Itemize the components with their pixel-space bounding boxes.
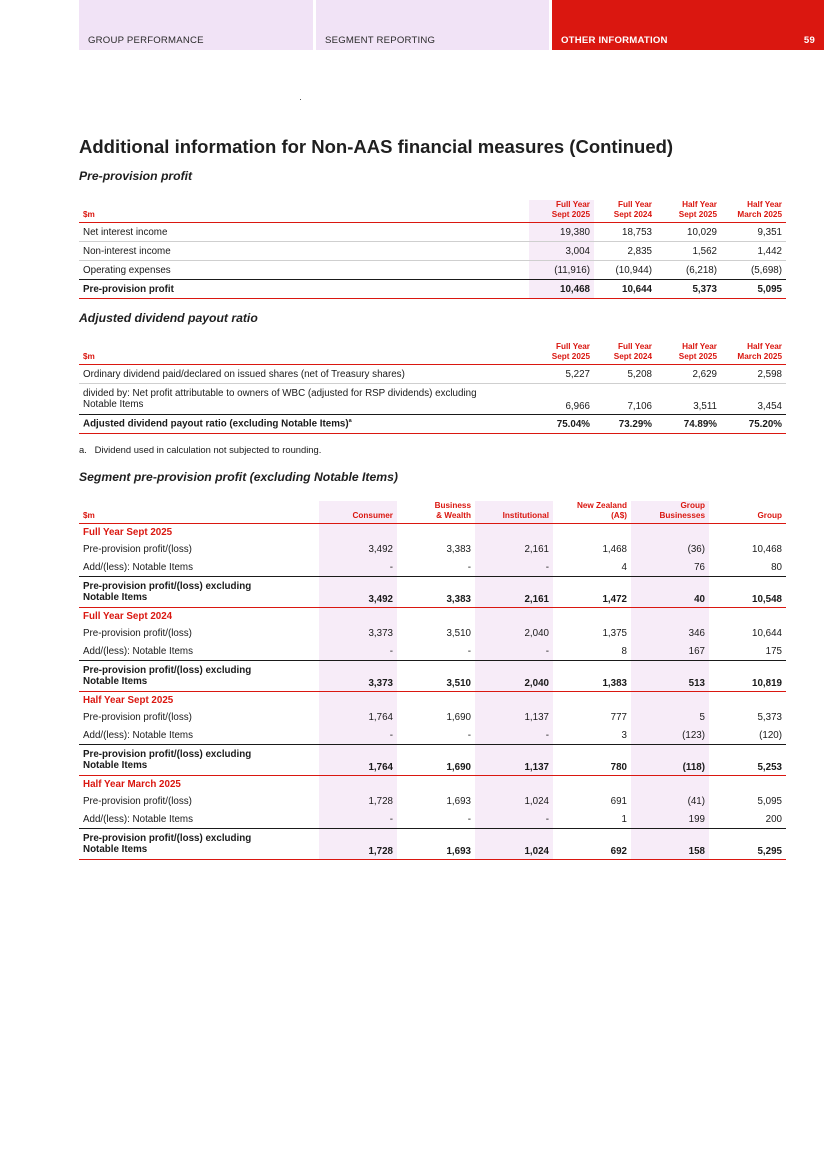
header-row	[79, 200, 786, 223]
cell-value: 1,137	[475, 708, 553, 726]
cell-value: 40	[631, 577, 709, 608]
page-number: 59	[803, 35, 815, 46]
cell-value: 199	[631, 810, 709, 829]
cell-value: 5,208	[594, 365, 656, 384]
cell-value: 5	[631, 708, 709, 726]
cell-value: 691	[610, 795, 627, 807]
decorative-dot	[300, 99, 301, 100]
row-label	[79, 415, 529, 434]
cell-value: 3,510	[397, 661, 475, 692]
header-row	[79, 501, 786, 524]
column-header: Consumer	[319, 501, 397, 524]
table-row	[79, 624, 786, 642]
column-header: Full Year Sept 2025	[529, 200, 594, 223]
group-heading: Half Year March 2025	[83, 778, 181, 790]
total-row	[79, 577, 786, 608]
cell-value: 73.29%	[594, 415, 656, 434]
table-row	[79, 558, 786, 577]
cell-value: 692	[553, 829, 631, 860]
row-label-line: Pre-provision profit/(loss) excluding	[83, 665, 252, 676]
empty-cell	[319, 692, 397, 709]
table-row	[79, 242, 786, 261]
row-label: Pre-provision profit/(loss)	[83, 543, 192, 555]
cell-value: 2,161	[475, 540, 553, 558]
ppp-table	[79, 200, 786, 299]
table-row	[79, 642, 786, 661]
group-heading-row	[79, 692, 786, 709]
cell-value: 7,106	[627, 401, 652, 412]
total-row	[79, 745, 786, 776]
cell-value: 75.04%	[529, 415, 594, 434]
cell-value: 1,024	[475, 792, 553, 810]
cell-value: 6,966	[565, 401, 590, 412]
tab-other-information[interactable]	[552, 0, 824, 50]
group-heading-row	[79, 608, 786, 625]
cell-value: 5,227	[529, 365, 594, 384]
empty-cell	[553, 692, 631, 709]
cell-value: 1,442	[721, 242, 786, 261]
header-row	[79, 342, 786, 365]
table-row	[79, 792, 786, 810]
cell-value: 3,511	[693, 401, 717, 412]
tab-label: OTHER INFORMATION	[561, 35, 668, 46]
cell-value: 74.89%	[656, 415, 721, 434]
cell-value: 5,095	[721, 280, 786, 299]
cell-value: 3	[621, 729, 627, 741]
empty-cell	[709, 524, 786, 541]
row-label-line: Pre-provision profit/(loss) excluding	[83, 749, 252, 760]
column-header: Half Year March 2025	[721, 200, 786, 223]
cell-value: 3,454	[757, 401, 782, 412]
cell-value: 76	[631, 558, 709, 577]
cell-value: 3,373	[319, 661, 397, 692]
row-label: Add/(less): Notable Items	[83, 729, 193, 741]
cell-value: 200	[765, 813, 782, 825]
group-heading: Full Year Sept 2024	[83, 610, 173, 622]
cell-value: 1,472	[553, 577, 631, 608]
empty-cell	[553, 776, 631, 793]
cell-value: (10,944)	[615, 264, 652, 276]
cell-value: 10,468	[529, 280, 594, 299]
cell-value: 2,161	[475, 577, 553, 608]
empty-cell	[553, 608, 631, 625]
cell-value: 1,764	[319, 745, 397, 776]
row-label: Add/(less): Notable Items	[83, 561, 193, 573]
table-row	[79, 810, 786, 829]
row-label: Operating expenses	[83, 264, 171, 276]
empty-cell	[397, 608, 475, 625]
cell-value: 780	[553, 745, 631, 776]
cell-value: 1,728	[319, 829, 397, 860]
column-header: Full Year Sept 2024	[594, 342, 656, 365]
table-row	[79, 540, 786, 558]
column-header: Half Year March 2025	[721, 342, 786, 365]
cell-value: 1,562	[656, 242, 721, 261]
cell-value: (120)	[759, 729, 782, 741]
row-label: Non-interest income	[79, 242, 529, 261]
section-heading-segment: Segment pre-provision profit (excluding Notable Items)	[79, 470, 398, 484]
cell-value: (5,698)	[750, 264, 782, 276]
segment-table	[79, 501, 786, 860]
cell-value: 75.20%	[721, 415, 786, 434]
tab-group-performance[interactable]	[79, 0, 313, 50]
cell-value: -	[467, 729, 471, 741]
cell-value: 4	[621, 561, 627, 573]
cell-value: 1,690	[397, 745, 475, 776]
cell-value: 2,629	[656, 365, 721, 384]
cell-value: 3,373	[319, 624, 397, 642]
row-label: Pre-provision profit/(loss)	[83, 711, 192, 723]
tab-label: SEGMENT REPORTING	[325, 35, 436, 46]
row-label-line: Notable Items	[83, 399, 144, 410]
column-header: Group Businesses	[631, 501, 709, 524]
empty-cell	[475, 692, 553, 709]
cell-value: 2,598	[721, 365, 786, 384]
cell-value: -	[319, 558, 397, 577]
cell-value: -	[319, 810, 397, 829]
total-row	[79, 415, 786, 434]
cell-value: (123)	[631, 726, 709, 745]
column-header: Full Year Sept 2025	[529, 342, 594, 365]
empty-cell	[319, 776, 397, 793]
cell-value: 175	[765, 645, 782, 657]
cell-value: 1,693	[397, 829, 475, 860]
row-label: Add/(less): Notable Items	[83, 645, 193, 657]
cell-value: 10,029	[656, 223, 721, 242]
group-heading: Full Year Sept 2025	[83, 526, 173, 538]
cell-value: -	[475, 558, 553, 577]
footnote: a. Dividend used in calculation not subjected to rounding.	[79, 444, 322, 455]
cell-value: 1,137	[475, 745, 553, 776]
row-label-line: Notable Items	[83, 760, 148, 771]
empty-cell	[709, 608, 786, 625]
row-label	[79, 384, 529, 415]
cell-value: -	[467, 561, 471, 573]
cell-value: 3,383	[446, 543, 471, 555]
empty-cell	[475, 776, 553, 793]
cell-value: 1,375	[602, 627, 627, 639]
column-header: $m	[79, 501, 319, 524]
cell-value: 1,468	[602, 543, 627, 555]
cell-value: 10,644	[594, 280, 656, 299]
total-row	[79, 829, 786, 860]
dividend-table	[79, 342, 786, 434]
cell-value: (118)	[631, 745, 709, 776]
group-heading-row	[79, 524, 786, 541]
table-row	[79, 708, 786, 726]
cell-value: 5,095	[757, 795, 782, 807]
cell-value: 2,040	[475, 624, 553, 642]
empty-cell	[319, 524, 397, 541]
column-header: Group	[709, 501, 786, 524]
cell-value: 10,468	[752, 543, 782, 555]
row-label: Pre-provision profit/(loss)	[83, 795, 192, 807]
group-heading: Half Year Sept 2025	[83, 694, 174, 706]
cell-value: 19,380	[529, 223, 594, 242]
row-label-line: Notable Items	[83, 844, 148, 855]
row-label: Ordinary dividend paid/declared on issued shares (net of Treasury shares)	[79, 365, 529, 384]
cell-value: -	[467, 813, 471, 825]
row-label: Pre-provision profit	[79, 280, 529, 299]
cell-value: (36)	[631, 540, 709, 558]
empty-cell	[475, 608, 553, 625]
cell-value: 10,644	[752, 627, 782, 639]
cell-value: 5,373	[757, 711, 782, 723]
row-label	[79, 829, 319, 860]
column-header: Half Year Sept 2025	[656, 342, 721, 365]
row-label: Add/(less): Notable Items	[83, 813, 193, 825]
cell-value: 5,295	[709, 829, 786, 860]
table-row	[79, 365, 786, 384]
cell-value: -	[319, 642, 397, 661]
cell-value: 1,024	[475, 829, 553, 860]
table-row	[79, 384, 786, 415]
cell-value: 3,492	[319, 577, 397, 608]
empty-cell	[319, 608, 397, 625]
page-title: Additional information for Non-AAS financial measures (Continued)	[79, 136, 674, 157]
cell-value: 10,819	[709, 661, 786, 692]
cell-value: 1,693	[446, 795, 471, 807]
column-header: Half Year Sept 2025	[656, 200, 721, 223]
cell-value: 80	[771, 561, 782, 573]
row-label-line: Notable Items	[83, 592, 148, 603]
row-label: Pre-provision profit/(loss)	[83, 627, 192, 639]
cell-value: 158	[631, 829, 709, 860]
row-label-line: divided by: Net profit attributable to owners of WBC (adjusted for RSP dividends) excluding	[83, 388, 477, 399]
cell-value: 3,510	[446, 627, 471, 639]
row-label-line: Notable Items	[83, 676, 148, 687]
row-label-line: Pre-provision profit/(loss) excluding	[83, 833, 252, 844]
empty-cell	[631, 608, 709, 625]
empty-cell	[709, 692, 786, 709]
column-header: Business & Wealth	[397, 501, 475, 524]
group-heading-row	[79, 776, 786, 793]
cell-value: 8	[621, 645, 627, 657]
empty-cell	[631, 776, 709, 793]
cell-value: 167	[631, 642, 709, 661]
tab-label: GROUP PERFORMANCE	[88, 35, 204, 46]
row-label-text: Adjusted dividend payout ratio (excluding Notable Items)	[83, 418, 349, 430]
empty-cell	[397, 776, 475, 793]
cell-value: 1,690	[446, 711, 471, 723]
section-heading-dividend: Adjusted dividend payout ratio	[79, 311, 258, 325]
cell-value: (41)	[631, 792, 709, 810]
cell-value: -	[467, 645, 471, 657]
empty-cell	[631, 524, 709, 541]
total-row	[79, 280, 786, 299]
empty-cell	[709, 776, 786, 793]
cell-value: 3,383	[397, 577, 475, 608]
row-label-line: Pre-provision profit/(loss) excluding	[83, 581, 252, 592]
cell-value: 2,835	[594, 242, 656, 261]
row-label	[79, 745, 319, 776]
cell-value: -	[475, 726, 553, 745]
empty-cell	[475, 524, 553, 541]
row-label	[79, 577, 319, 608]
cell-value: 5,373	[656, 280, 721, 299]
cell-value: 1,383	[553, 661, 631, 692]
row-label	[79, 661, 319, 692]
empty-cell	[397, 524, 475, 541]
empty-cell	[397, 692, 475, 709]
cell-value: 777	[610, 711, 627, 723]
cell-value: 1,728	[319, 792, 397, 810]
page-header	[79, 0, 824, 50]
cell-value: -	[475, 642, 553, 661]
column-header: New Zealand (A$)	[553, 501, 631, 524]
column-header: Institutional	[475, 501, 553, 524]
cell-value: (11,916)	[529, 261, 594, 280]
column-header: Full Year Sept 2024	[594, 200, 656, 223]
cell-value: 3,004	[529, 242, 594, 261]
table-row	[79, 261, 786, 280]
empty-cell	[631, 692, 709, 709]
cell-value: 2,040	[475, 661, 553, 692]
cell-value: 1,764	[319, 708, 397, 726]
table-row	[79, 726, 786, 745]
cell-value: 513	[631, 661, 709, 692]
row-label: Net interest income	[79, 223, 529, 242]
cell-value: 10,548	[709, 577, 786, 608]
cell-value: 9,351	[721, 223, 786, 242]
tab-segment-reporting[interactable]	[316, 0, 549, 50]
empty-cell	[553, 524, 631, 541]
cell-value: 18,753	[594, 223, 656, 242]
footnote-marker: a	[348, 418, 352, 425]
table-row	[79, 223, 786, 242]
cell-value: (6,218)	[685, 264, 717, 276]
cell-value: 1	[621, 813, 627, 825]
cell-value: 3,492	[319, 540, 397, 558]
total-row	[79, 661, 786, 692]
section-heading-ppp: Pre-provision profit	[79, 169, 193, 183]
column-header: $m	[79, 342, 529, 365]
cell-value: 346	[631, 624, 709, 642]
cell-value: 5,253	[709, 745, 786, 776]
cell-value: -	[475, 810, 553, 829]
column-header: $m	[79, 200, 529, 223]
cell-value: -	[319, 726, 397, 745]
